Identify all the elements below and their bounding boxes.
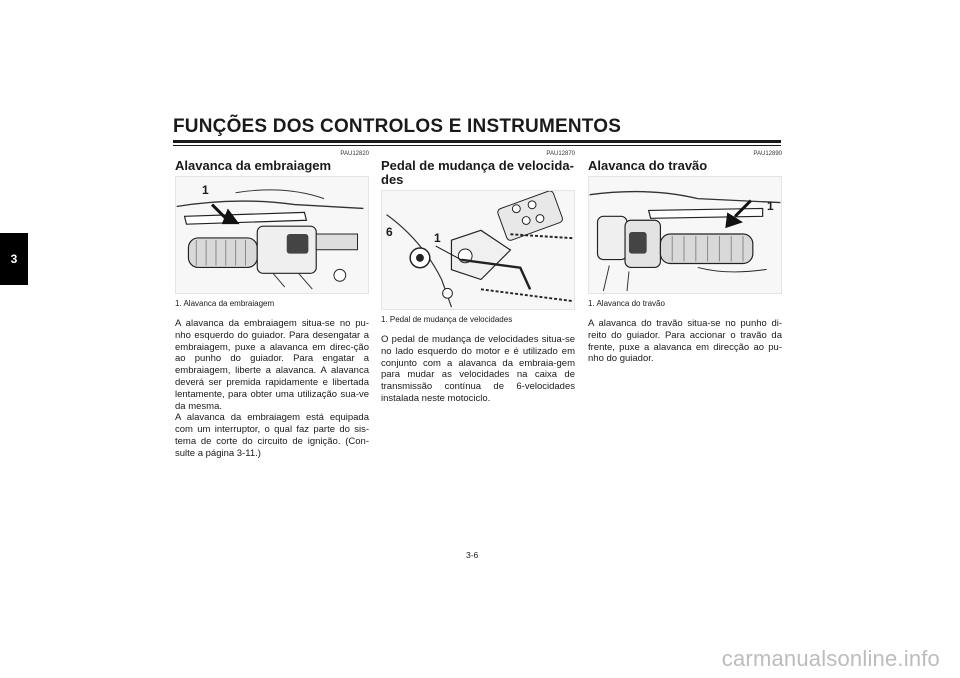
section-title: Pedal de mudança de velocida-des bbox=[381, 158, 574, 187]
section-body: O pedal de mudança de velocidades situa-se no lado esquerdo do motor e é utilizado em conjunto com a alavanca da embraia-gem para mudar as velocidades na caixa de transmissão contínua de 6-velocidades instalada neste motociclo. bbox=[381, 334, 575, 404]
chapter-tab: 3 bbox=[0, 233, 28, 285]
section-title: Alavanca do travão bbox=[588, 158, 708, 173]
section-code: PAU12820 bbox=[340, 151, 369, 157]
section-brake-lever bbox=[588, 150, 782, 365]
figure-caption: 1. Alavanca do travão bbox=[588, 299, 665, 308]
callout-number: 1 bbox=[202, 183, 209, 197]
header-rule bbox=[173, 140, 781, 143]
shift-pedal-drawing bbox=[382, 191, 574, 309]
callout-number: 1 bbox=[767, 199, 774, 213]
shift-pedal-illustration bbox=[381, 190, 575, 310]
section-body: A alavanca do travão situa-se no punho di-reito do guiador. Para accionar o travão da frente, puxe a alavanca em direcção ao pu-nho do guiador. bbox=[588, 318, 782, 365]
section-shift-pedal bbox=[381, 150, 575, 405]
section-title: Alavanca da embraiagem bbox=[175, 158, 332, 173]
watermark: carmanualsonline.info bbox=[721, 646, 940, 671]
page-title: FUNÇÕES DOS CONTROLOS E INSTRUMENTOS bbox=[173, 116, 622, 137]
section-clutch-lever bbox=[175, 150, 369, 460]
page-number: 3-6 bbox=[466, 550, 479, 560]
section-body: A alavanca da embraiagem situa-se no pu-nho esquerdo do guiador. Para desengatar a embraiagem, puxe a alavanca em direc-ção ao punho do guiador. Para engatar a embraiagem, liberte a alavanca. A alavanca deverá ser premida rapidamente e libertada lentamente, para obter uma utilização sua-ve da mesma. A alavanca da embraiagem está equipada com um interruptor, o qual faz parte do sis-tema de corte do circuito de ignição. (Con-sulte a página 3-11.) bbox=[175, 318, 369, 459]
figure-caption: 1. Alavanca da embraiagem bbox=[175, 299, 275, 308]
brake-lever-drawing bbox=[589, 177, 781, 293]
section-code: PAU12870 bbox=[546, 151, 575, 157]
callout-number: 6 bbox=[386, 225, 393, 239]
clutch-lever-illustration bbox=[175, 176, 369, 294]
figure-caption: 1. Pedal de mudança de velocidades bbox=[381, 315, 513, 324]
brake-lever-illustration bbox=[588, 176, 782, 294]
section-code: PAU12890 bbox=[753, 151, 782, 157]
header-rule-thin bbox=[173, 145, 781, 146]
callout-number: 1 bbox=[434, 231, 441, 245]
